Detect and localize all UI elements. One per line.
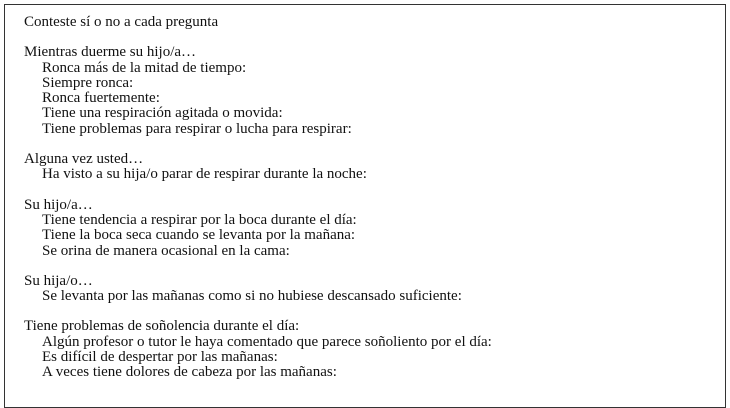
question-item: Siempre ronca: [42, 74, 134, 91]
question-item: Ronca fuertemente: [42, 90, 160, 107]
section-heading-morning: Su hija/o… [24, 272, 93, 289]
section-heading-observed: Alguna vez usted… [24, 151, 144, 168]
spacer [24, 259, 724, 274]
questionnaire-frame [4, 4, 726, 408]
question-item: Ronca más de la mitad de tiempo: [42, 59, 247, 76]
section-heading-child: Su hijo/a… [24, 196, 93, 213]
question-item: Se orina de manera ocasional en la cama: [42, 242, 290, 259]
question-item: Tiene tendencia a respirar por la boca durante el día: [42, 211, 357, 228]
question-item: Tiene la boca seca cuando se levanta por la mañana: [42, 227, 356, 244]
question-item: Es difícil de despertar por las mañanas: [42, 349, 278, 366]
question-item: Tiene problemas para respirar o lucha para respirar: [42, 120, 352, 137]
intro-instruction: Conteste sí o no a cada pregunta [24, 14, 219, 30]
question-item: Se levanta por las mañanas como si no hubiese descansado suficiente: [42, 288, 462, 305]
spacer [24, 183, 724, 198]
question-item: A veces tiene dolores de cabeza por las mañanas: [42, 364, 337, 381]
questionnaire-content [24, 15, 724, 381]
section-heading-daytime: Tiene problemas de soñolencia durante el día: [24, 318, 300, 335]
question-item: Ha visto a su hija/o parar de respirar durante la noche: [42, 166, 367, 183]
question-item: Algún profesor o tutor le haya comentado que parece soñoliento por el día: [42, 333, 492, 350]
spacer [24, 30, 724, 45]
spacer [24, 304, 724, 319]
question-item: Tiene una respiración agitada o movida: [42, 105, 283, 122]
spacer [24, 137, 724, 152]
section-heading-sleep: Mientras duerme su hijo/a… [24, 44, 197, 61]
